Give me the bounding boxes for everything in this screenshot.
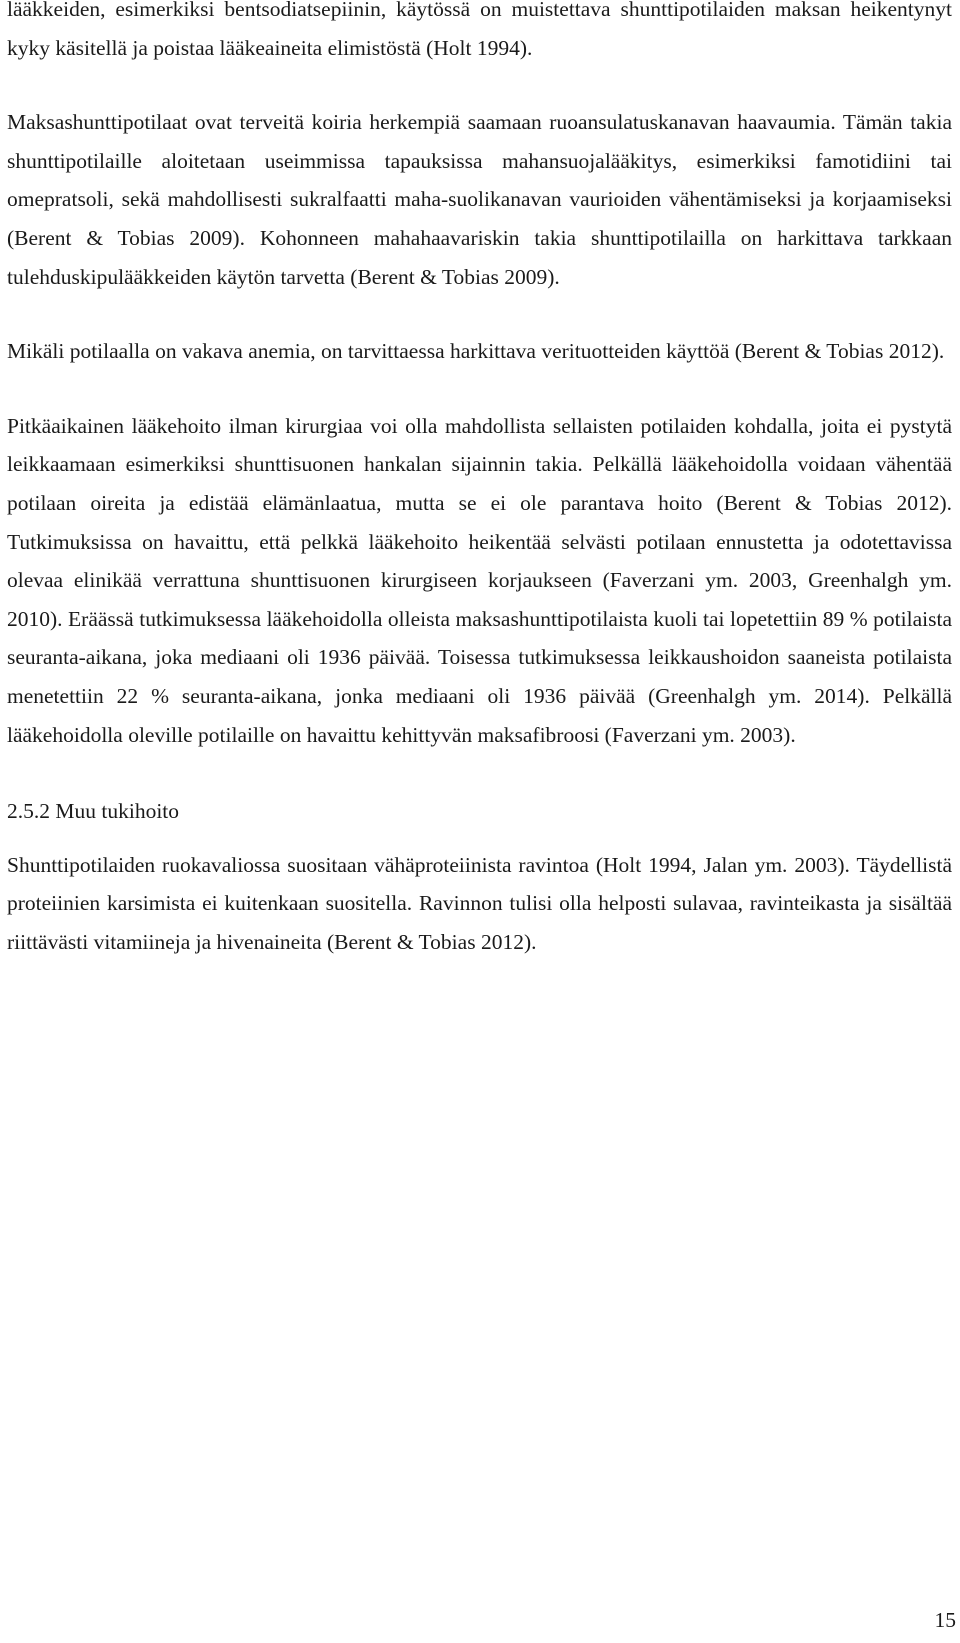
paragraph-gastrointestinal-ulcers: Maksashunttipotilaat ovat terveitä koiria herkempiä saamaan ruoansulatuskanavan haavaumia. Tämän takia shunttipotilaille aloitetaan useimmissa tapauksissa mahansuojalääkitys, esimerkiksi famotidiini tai omepratsoli, sekä mahdollisesti sukralfaatti maha-suolikanavan vaurioiden vähentämiseksi ja korjaamiseksi (Berent & Tobias 2009). Kohonneen mahahaavariskin takia shunttipotilailla on harkittava tarkkaan tulehduskipulääkkeiden käytön tarvetta (Berent & Tobias 2009). bbox=[7, 110, 952, 289]
page-number: 15 bbox=[934, 1608, 956, 1632]
paragraph-medication-caution: lääkkeiden, esimerkiksi bentsodiatsepiinin, käytössä on muistettava shunttipotilaiden maksan heikentynyt kyky käsitellä ja poistaa lääkeaineita elimistöstä (Holt 1994). bbox=[7, 0, 952, 60]
section-heading: 2.5.2 Muu tukihoito bbox=[7, 799, 180, 824]
page-content bbox=[7, 0, 952, 961]
paragraph-diet: Shunttipotilaiden ruokavaliossa suositaan vähäproteiinista ravintoa (Holt 1994, Jalan ym. 2003). Täydellistä proteiinien karsimista ei kuitenkaan suositella. Ravinnon tulisi olla helposti sulavaa, ravinteikasta ja sisältää riittävästi vitamiineja ja hivenaineita (Berent & Tobias 2012). bbox=[7, 852, 952, 954]
paragraph-long-term-medication: Pitkäaikainen lääkehoito ilman kirurgiaa voi olla mahdollista sellaisten potilaiden kohdalla, joita ei pystytä leikkaamaan esimerkiksi shunttisuonen hankalan sijainnin takia. Pelkällä lääkehoidolla voidaan vähentää potilaan oireita ja edistää elämänlaatua, mutta se ei ole parantava hoito (Berent & Tobias 2012). Tutkimuksissa on havaittu, että pelkkä lääkehoito heikentää selvästi potilaan ennustetta ja odotettavissa olevaa elinikää verrattuna shunttisuonen kirurgiseen korjaukseen (Faverzani ym. 2003, Greenhalgh ym. 2010). Eräässä tutkimuksessa lääkehoidolla olleista maksashunttipotilaista kuoli tai lopetettiin 89 % potilaista seuranta-aikana, joka mediaani oli 1936 päivää. Toisessa tutkimuksessa leikkaushoidon saaneista potilaista menetettiin 22 % seuranta-aikana, jonka mediaani oli 1936 päivää (Greenhalgh ym. 2014). Pelkällä lääkehoidolla oleville potilaille on havaittu kehittyvän maksafibroosi (Faverzani ym. 2003). bbox=[7, 413, 952, 747]
paragraph-anemia: Mikäli potilaalla on vakava anemia, on tarvittaessa harkittava verituotteiden käyttöä (Berent & Tobias 2012). bbox=[7, 339, 945, 364]
